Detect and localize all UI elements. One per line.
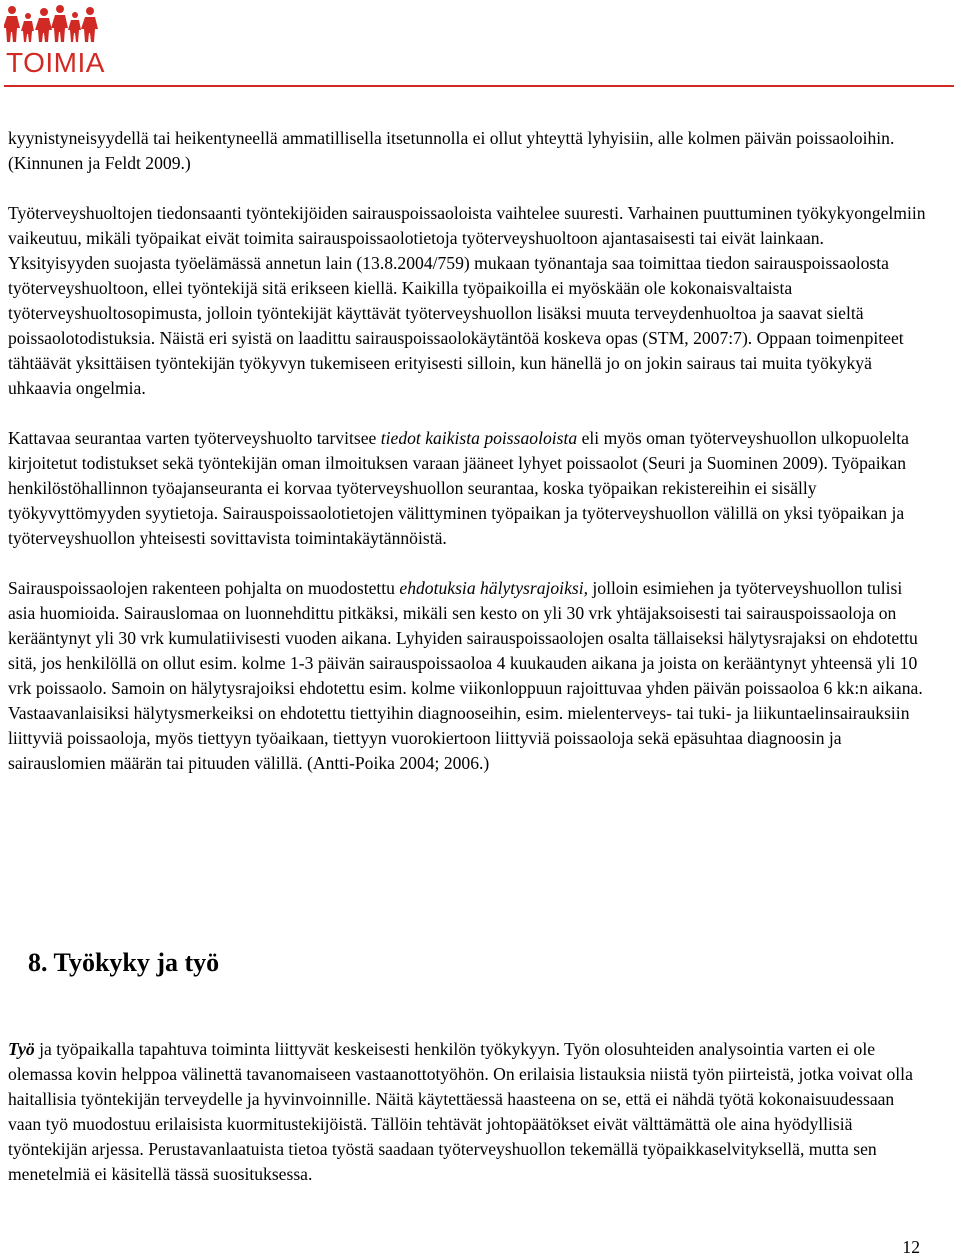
paragraph-1: kyynistyneisyydellä tai heikentyneellä ammatillisella itsetunnolla ei ollut yhteyttä lyhyisiin, alle kolmen päivän poissaoloihin. (Kinnunen ja Feldt 2009.)	[8, 128, 895, 173]
toimia-logo	[4, 4, 104, 80]
paragraph-3-text-a: Kattavaa seurantaa varten työterveyshuolto tarvitsee	[8, 428, 381, 448]
section-body	[8, 1037, 928, 1187]
section-heading: 8. Työkyky ja työ	[28, 948, 220, 977]
header-divider	[4, 85, 954, 87]
paragraph-4-text-a: Sairauspoissaolojen rakenteen pohjalta on muodostettu	[8, 578, 400, 598]
paragraph-3-text-b: eli myös oman työterveyshuollon ulkopuolelta kirjoitetut todistukset sekä työntekijän oman ilmoituksen varaan jääneet lyhyet poissaolot (Seuri ja Suominen 2009). Työpaikan henkilöstöhallinnon työajanseuranta ei korvaa työterveyshuollon seurantaa, koska työpaikan rekistereihin ei sisälly työkyvyttömyyden syytietoja. Sairauspoissaolotietojen välittyminen työpaikan ja työterveyshuollon välillä on yksi työpaikan ja työterveyshuollon yhteisesti sovittavista toimintakäytännöistä.	[8, 428, 909, 548]
logo-wordmark: TOIMIA	[6, 47, 105, 78]
paragraph-5-lead: Työ	[8, 1039, 35, 1059]
people-figures-icon	[4, 4, 100, 44]
page-number: 12	[902, 1237, 920, 1257]
paragraph-3	[8, 426, 928, 551]
paragraph-5-text: ja työpaikalla tapahtuva toiminta liittyvät keskeisesti henkilön työkykyyn. Työn olosuhteiden analysointia varten ei ole olemassa kovin helppoa välinettä tavanomaiseen vastaanottotyöhön. On erilaisia listauksia niistä työn piirteistä, jotka voivat olla haitallisia työntekijän terveydelle ja hyvinvoinnille. Näitä käytettäessä haasteena on se, että ei nähdä työtä kokonaisuudessaan vaan työ muodostuu erilaisista kuormitustekijöistä. Tällöin tehtävät johtopäätökset eivät välttämättä ole aina hyödyllisiä työntekijän arjessa. Perustavanlaatuista tietoa työstä saadaan työterveyshuollon tekemällä työpaikkaselvityksellä, mutta sen menetelmiä ei käsitellä tässä suosituksessa.	[8, 1039, 913, 1184]
document-body	[8, 126, 928, 801]
paragraph-4	[8, 576, 928, 776]
paragraph-5	[8, 1037, 928, 1187]
paragraph-4-emphasis: ehdotuksia hälytysrajoiksi,	[399, 578, 589, 598]
paragraph-2: Työterveyshuoltojen tiedonsaanti työntekijöiden sairauspoissaoloista vaihtelee suuresti. Varhainen puuttuminen työkykyongelmiin vaikeutuu, mikäli työpaikat eivät toimita sairauspoissaolotietoja työterveyshuoltoon ajantasaisesti tai eivät lainkaan. Yksityisyyden suojasta työelämässä annetun lain (13.8.2004/759) mukaan työnantaja saa toimittaa tiedon sairauspoissaolosta työterveyshuoltoon, ellei työntekijä sitä erikseen kiellä. Kaikilla työpaikoilla ei myöskään ole kokonaisvaltaista työterveyshuoltosopimusta, jolloin työntekijät käyttävät työterveyshuollon lisäksi muuta terveydenhuoltoa ja saavat sieltä poissaolotodistuksia. Näistä eri syistä on laadittu sairauspoissaolokäytäntöä koskeva opas (STM, 2007:7). Oppaan toimenpiteet tähtäävät yksittäisen työntekijän työkyvyn tukemiseen erityisesti silloin, kun hänellä jo on jokin sairaus tai muita työkykyä uhkaavia ongelmia.	[8, 203, 926, 398]
paragraph-4-text-b: jolloin esimiehen ja työterveyshuollon tulisi asia huomioida. Sairauslomaa on luonnehdittu pitkäksi, mikäli sen kesto on yli 30 vrk yhtäjaksoisesti tai sairauspoissaoloja on kerääntynyt yli 30 vrk kumulatiivisesti vuoden aikana. Lyhyiden sairauspoissaolojen osalta tällaiseksi hälytysrajaksi on ehdotettu sitä, jos henkilöllä on ollut esim. kolme 1-3 päivän sairauspoissaoloa 4 kuukauden aikana ja joista on kerääntynyt yhteensä yli 10 vrk poissaolo. Samoin on hälytysrajoiksi ehdotettu esim. kolme viikonloppuun rajoittuvaa yhden päivän poissaoloa 6 kk:n aikana. Vastaavanlaisiksi hälytysmerkeiksi on ehdotettu tiettyihin diagnooseihin, esim. mielenterveys- tai tuki- ja liikuntaelinsairauksiin liittyviä poissaoloja, myös tiettyyn työaikaan, tiettyyn vuorokiertoon liittyviä poissaoloja sekä epäsuhtaa diagnoosin ja sairauslomien määrän tai pituuden välillä. (Antti-Poika 2004; 2006.)	[8, 578, 923, 773]
paragraph-3-emphasis: tiedot kaikista poissaoloista	[380, 428, 578, 448]
